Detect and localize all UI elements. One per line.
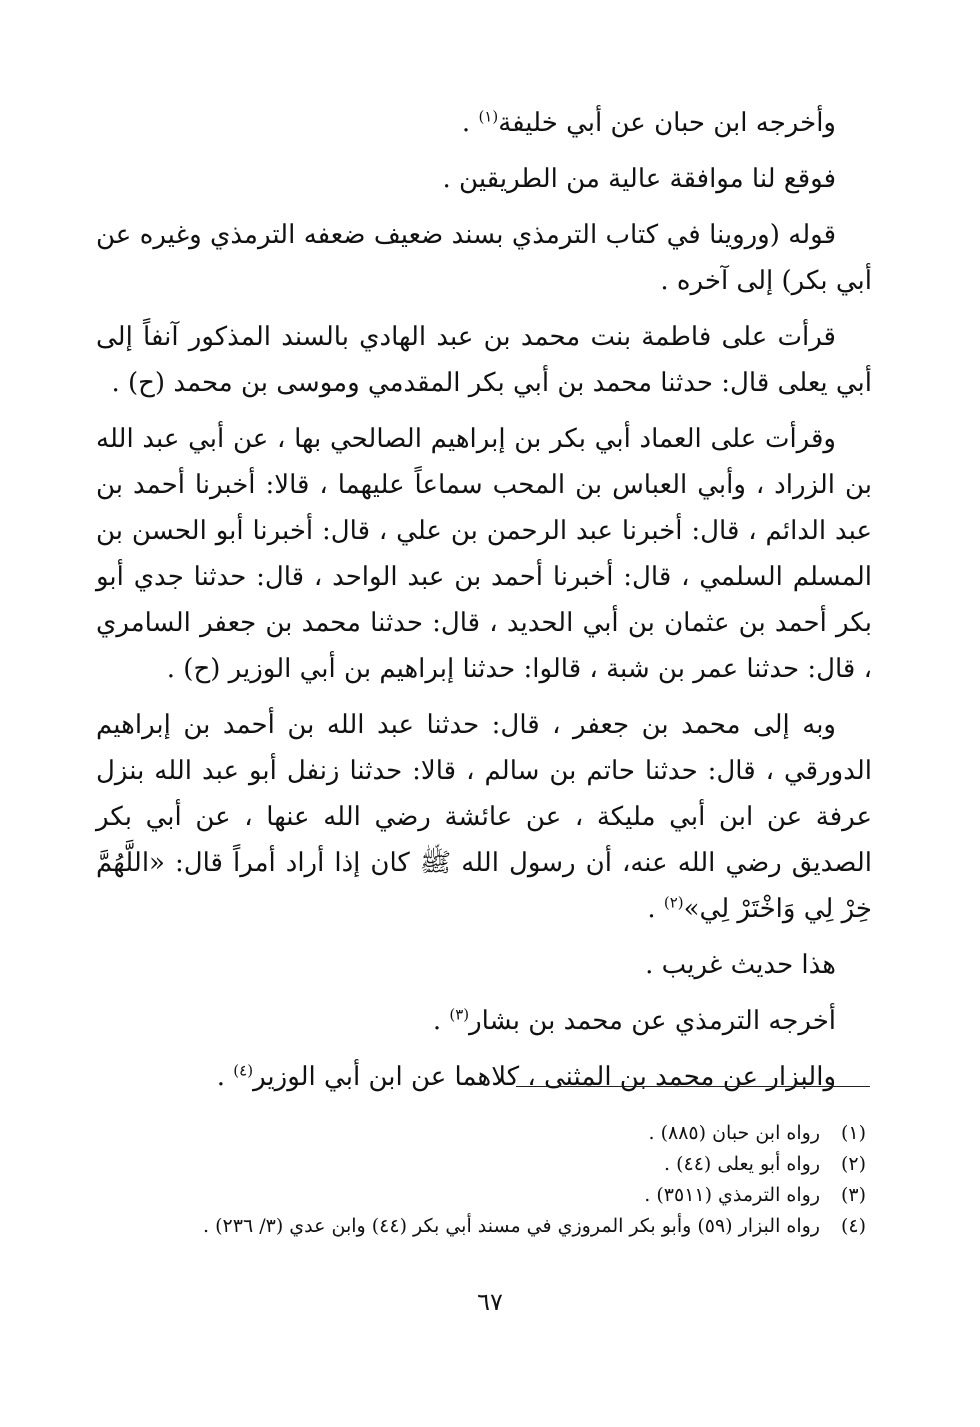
footnote-ref-4[interactable]: (٤)	[233, 1061, 254, 1080]
footnote-text: رواه الترمذي (٣٥١١) .	[644, 1184, 820, 1206]
footnote-3	[96, 1180, 866, 1211]
paragraph-7: هذا حديث غريب .	[645, 950, 836, 980]
footnote-ref-1[interactable]: (١)	[478, 107, 499, 126]
paragraph-1: وأخرجه ابن حبان عن أبي خليفة$^{(١)}$ .	[461, 107, 836, 138]
main-text	[96, 100, 872, 1100]
paragraph-6: وبه إلى محمد بن جعفر ، قال: حدثنا عبد الله بن أحمد بن إبراهيم الدورقي ، قال: حدثنا حاتم بن سالم ، قالا: حدثنا زنفل أبو عبد الله بنزل عرفة عن ابن أبي مليكة ، عن عائشة رضي الله عنها ، عن أبي بكر الصديق رضي الله عنه، أن رسول الله ﷺ كان إذا أراد أمراً قال: «اللَّهُمَّ خِرْ لِي وَاخْتَرْ لِي»$^{(٢)}$ .	[96, 710, 872, 924]
footnote-number: (٤)	[840, 1215, 866, 1237]
paragraph-9: والبزار عن محمد بن المثنى ، كلاهما عن ابن أبي الوزير$^{(٤)}$ .	[216, 1061, 836, 1092]
footnote-text: رواه أبو يعلى (٤٤) .	[664, 1153, 820, 1175]
footnote-text: رواه ابن حبان (٨٨٥) .	[648, 1122, 820, 1144]
paragraph-2: فوقع لنا موافقة عالية من الطريقين .	[442, 164, 836, 194]
footnote-number: (٢)	[840, 1153, 866, 1175]
paragraph-5: وقرأت على العماد أبي بكر بن إبراهيم الصالحي بها ، عن أبي عبد الله بن الزراد ، وأبي العباس بن المحب سماعاً عليهما ، قالا: أخبرنا أحمد بن عبد الدائم ، قال: أخبرنا عبد الرحمن بن علي ، قال: أخبرنا أبو الحسن بن المسلم السلمي ، قال: أخبرنا أحمد بن عبد الواحد ، قال: حدثنا جدي أبو بكر أحمد بن عثمان بن أبي الحديد ، قال: حدثنا محمد بن جعفر السامري ، قال: حدثنا عمر بن شبة ، قالوا: حدثنا إبراهيم بن أبي الوزير (ح) .	[96, 424, 872, 684]
footnote-text: رواه البزار (٥٩) وأبو بكر المروزي في مسند أبي بكر (٤٤) وابن عدي (٣/ ٢٣٦) .	[203, 1215, 820, 1237]
footnotes	[96, 1118, 866, 1242]
footnote-2	[96, 1149, 866, 1180]
footnote-1	[96, 1118, 866, 1149]
page-number: ٦٧	[477, 1288, 503, 1316]
footnote-ref-2[interactable]: (٢)	[663, 893, 684, 912]
footnote-number: (١)	[840, 1122, 866, 1144]
footnote-ref-3[interactable]: (٣)	[449, 1005, 470, 1024]
paragraph-3: قوله (وروينا في كتاب الترمذي بسند ضعيف ضعفه الترمذي وغيره عن أبي بكر) إلى آخره .	[96, 220, 872, 296]
footnote-4	[96, 1211, 866, 1242]
footnote-separator	[516, 1086, 870, 1087]
paragraph-8: أخرجه الترمذي عن محمد بن بشار$^{(٣)}$ .	[432, 1005, 836, 1036]
paragraph-4: قرأت على فاطمة بنت محمد بن عبد الهادي بالسند المذكور آنفاً إلى أبي يعلى قال: حدثنا محمد بن أبي بكر المقدمي وموسى بن محمد (ح) .	[96, 322, 872, 398]
footnote-number: (٣)	[840, 1184, 866, 1206]
